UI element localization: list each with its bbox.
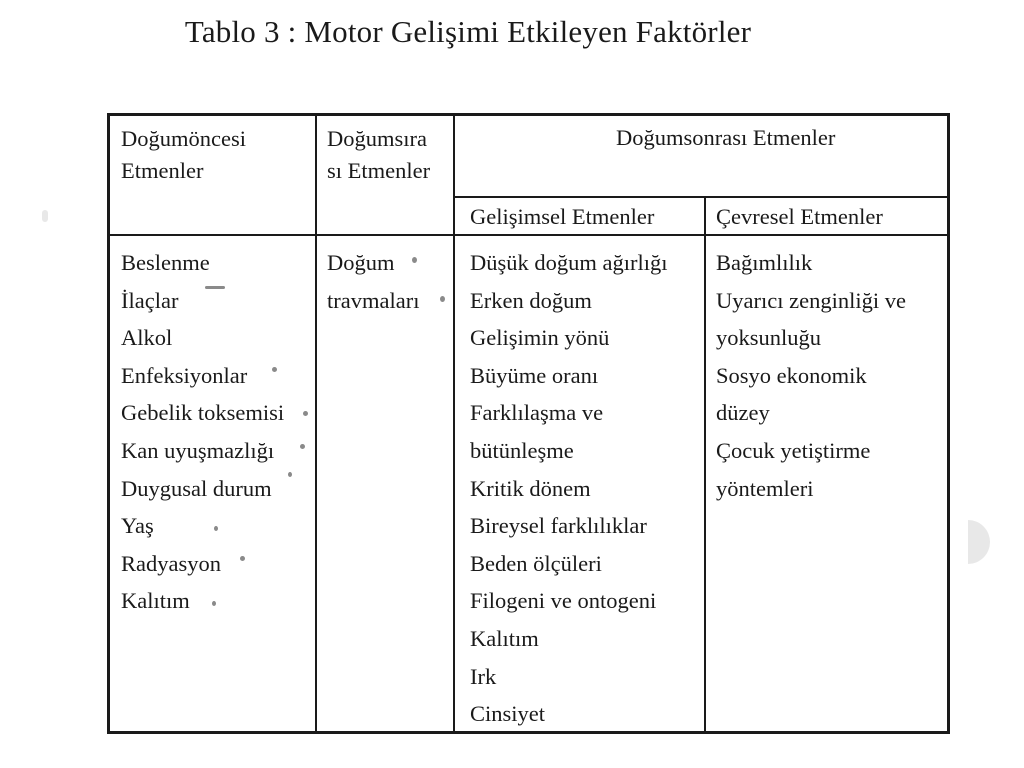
page-title: Tablo 3 : Motor Gelişimi Etkileyen Faktörler: [184, 14, 752, 49]
header-prenatal-line-2: Etmenler: [121, 158, 204, 183]
header-natal-line-1: Doğumsıra: [327, 126, 427, 151]
scan-artifact-left: [42, 210, 48, 222]
list-item: Kritik dönem: [470, 475, 591, 501]
list-item: bütünleşme: [470, 437, 574, 463]
row-divider-header: [110, 234, 947, 236]
natal-items: [327, 244, 419, 319]
list-item: Büyüme oranı: [470, 362, 599, 388]
list-item: Yaş: [121, 513, 154, 539]
scan-speck: [212, 601, 216, 606]
column-divider-2: [453, 116, 455, 731]
header-environmental: Çevresel Etmenler: [716, 204, 883, 229]
developmental-items: [470, 244, 668, 733]
header-postnatal: Doğumsonrası Etmenler: [616, 125, 836, 150]
scan-speck: [300, 444, 305, 449]
list-item: İlaçlar: [121, 287, 179, 313]
list-item: Farklılaşma ve: [470, 400, 604, 426]
list-item: Enfeksiyonlar: [121, 362, 248, 388]
list-item: Bireysel farklılıklar: [470, 513, 647, 539]
list-item: Düşük doğum ağırlığı: [470, 250, 668, 275]
list-item: Çocuk yetiştirme: [716, 437, 871, 463]
scan-speck: [303, 411, 308, 416]
list-item: Duygusal durum: [121, 475, 272, 501]
list-item: Filogeni ve ontogeni: [470, 588, 657, 614]
header-prenatal-line-1: Doğumöncesi: [121, 126, 246, 151]
prenatal-items: [121, 244, 284, 620]
list-item: Cinsiyet: [470, 701, 546, 727]
row-divider-postnatal: [455, 196, 947, 198]
list-item: Bağımlılık: [716, 250, 813, 275]
list-item: Kalıtım: [470, 625, 539, 651]
scan-speck: [214, 526, 218, 531]
column-divider-3: [704, 198, 706, 731]
list-item: Beslenme: [121, 250, 210, 275]
scan-speck: [288, 472, 292, 477]
list-item: Erken doğum: [470, 287, 592, 313]
list-item: Beden ölçüleri: [470, 550, 602, 576]
header-natal-line-2: sı Etmenler: [327, 158, 431, 183]
scan-speck: [272, 367, 277, 372]
environmental-items: [716, 244, 906, 507]
motor-development-table: [107, 113, 950, 734]
list-item: yoksunluğu: [716, 325, 822, 351]
column-divider-1: [315, 116, 317, 731]
list-item: yöntemleri: [716, 475, 814, 501]
header-prenatal: [121, 123, 246, 187]
list-item: Doğum: [327, 250, 395, 275]
scan-artifact-right: [968, 520, 990, 564]
list-item: Gelişimin yönü: [470, 325, 610, 351]
list-item: Irk: [470, 663, 497, 689]
list-item: düzey: [716, 400, 770, 426]
list-item: Kan uyuşmazlığı: [121, 437, 275, 463]
scan-speck: [440, 296, 445, 302]
list-item: travmaları: [327, 287, 420, 313]
header-developmental: Gelişimsel Etmenler: [470, 204, 655, 229]
list-item: Sosyo ekonomik: [716, 362, 867, 388]
scan-speck: [412, 257, 417, 263]
list-item: Uyarıcı zenginliği ve: [716, 287, 906, 313]
list-item: Gebelik toksemisi: [121, 400, 285, 426]
scan-speck: [240, 556, 245, 561]
list-item: Kalıtım: [121, 588, 190, 614]
list-item: Alkol: [121, 325, 173, 351]
list-item: Radyasyon: [121, 550, 221, 576]
header-natal: [327, 123, 430, 187]
scan-speck: [205, 286, 225, 289]
